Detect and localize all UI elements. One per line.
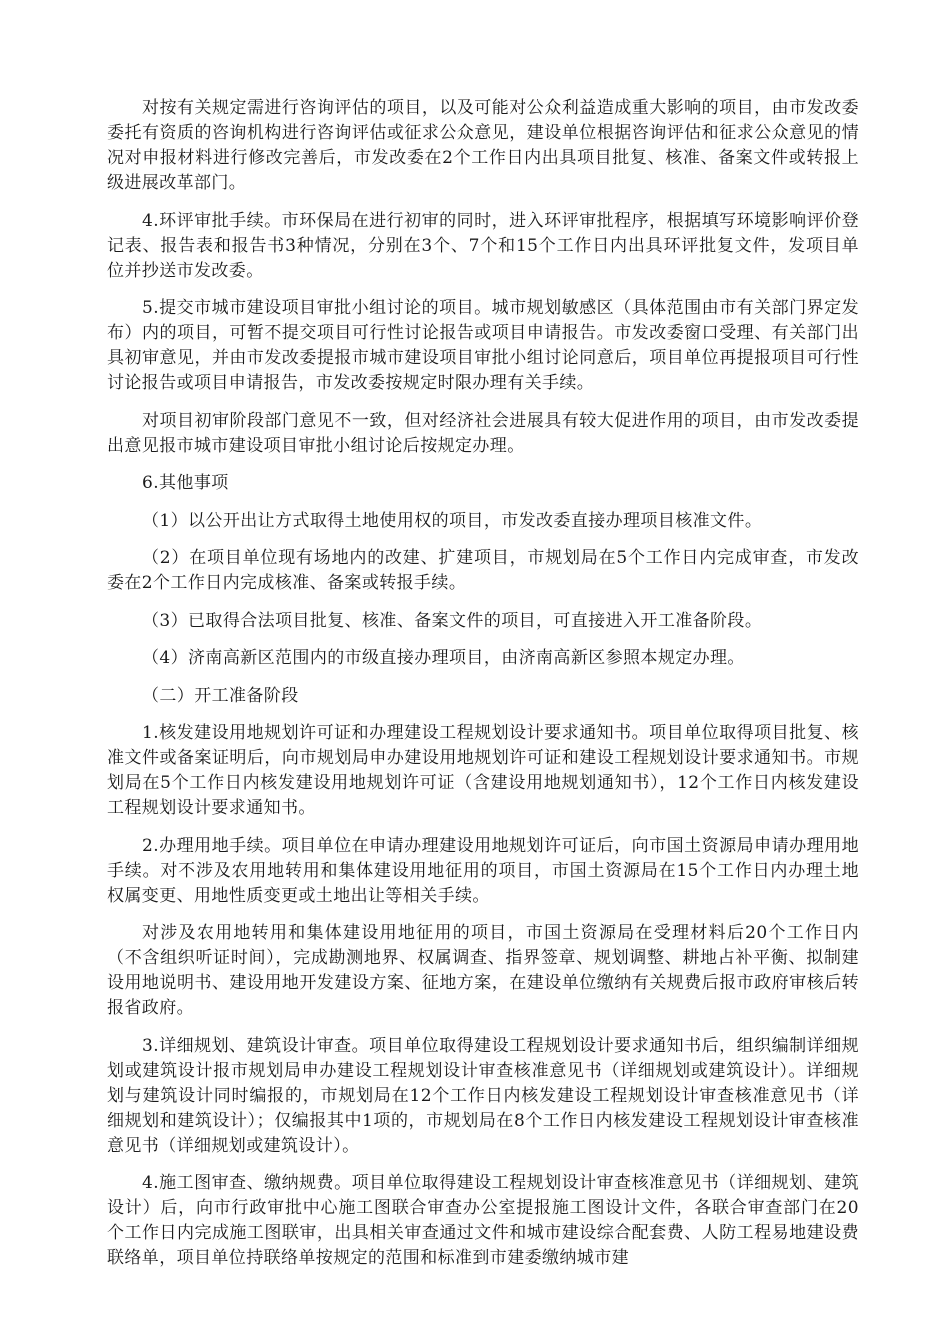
paragraph-disagreement-handling: 对项目初审阶段部门意见不一致，但对经济社会进展具有较大促进作用的项目，由市发改委提出意见报市城市建设项目审批小组讨论后按规定办理。 [107,410,859,456]
paragraph-environmental-approval: 4.环评审批手续。市环保局在进行初审的同时，进入环评审批程序，根据填写环境影响评价登记表、报告表和报告书3种情况，分别在3个、7个和15个工作日内出具环评批复文件，发项目单位并抄送市发改委。 [107,210,859,281]
paragraph-construction-drawing-review: 4.施工图审查、缴纳规费。项目单位取得建设工程规划设计审查核准意见书（详细规划、建筑设计）后，向市行政审批中心施工图联合审查办公室提报施工图设计文件，各联合审查部门在20个工作日内完成施工图联审，出具相关审查通过文件和城市建设综合配套费、人防工程易地建设费联络单，项目单位持联络单按规定的范围和标准到市建委缴纳城市建 [107,1173,859,1268]
paragraph-approval-group-projects: 5.提交市城市建设项目审批小组讨论的项目。城市规划敏感区（具体范围由市有关部门界定发布）内的项目，可暂不提交项目可行性讨论报告或项目申请报告。市发改委窗口受理、有关部门出具初审意见，并由市发改委提报市城市建设项目审批小组讨论同意后，项目单位再提报项目可行性讨论报告或项目申请报告，市发改委按规定时限办理有关手续。 [107,298,859,393]
list-item-1: （1）以公开出让方式取得土地使用权的项目，市发改委直接办理项目核准文件。 [142,510,763,531]
paragraph-consulting-evaluation: 对按有关规定需进行咨询评估的项目，以及可能对公众利益造成重大影响的项目，由市发改委委托有资质的咨询机构进行咨询评估或征求公众意见，建设单位根据咨询评估和征求公众意见的情况对申报材料进行修改完善后，市发改委在2个工作日内出具项目批复、核准、备案文件或转报上级进展改革部门。 [107,98,859,193]
paragraph-farmland-conversion: 对涉及农用地转用和集体建设用地征用的项目，市国土资源局在受理材料后20个工作日内（不含组织听证时间），完成勘测地界、权属调查、指界签章、规划调整、耕地占补平衡、拟制建设用地说明书、建设用地开发建设方案、征地方案，在建设单位缴纳有关规费后报市政府审核后转报省政府。 [107,923,859,1018]
paragraph-land-use-procedures: 2.办理用地手续。项目单位在申请办理建设用地规划许可证后，向市国土资源局申请办理用地手续。对不涉及农用地转用和集体建设用地征用的项目，市国土资源局在15个工作日内办理土地权属变更、用地性质变更或土地出让等相关手续。 [107,835,859,906]
section-heading-preparation-stage: （二）开工准备阶段 [142,685,299,706]
paragraph-detailed-planning-review: 3.详细规划、建筑设计审查。项目单位取得建设工程规划设计要求通知书后，组织编制详细规划或建筑设计报市规划局申办建设工程规划设计审查核准意见书（详细规划或建筑设计）。详细规划与建筑设计同时编报的，市规划局在12个工作日内核发建设工程规划设计审查核准意见书（详细规划和建筑设计）；仅编报其中1项的，市规划局在8个工作日内核发建设工程规划设计审查核准意见书（详细规划或建筑设计）。 [107,1035,859,1156]
list-item-2: （2）在项目单位现有场地内的改建、扩建项目，市规划局在5个工作日内完成审查，市发改委在2个工作日内完成核准、备案或转报手续。 [107,548,859,593]
paragraph-planning-permit: 1.核发建设用地规划许可证和办理建设工程规划设计要求通知书。项目单位取得项目批复、核准文件或备案证明后，向市规划局申办建设用地规划许可证和建设工程规划设计要求通知书。市规划局在5个工作日内核发建设用地规划许可证（含建设用地规划通知书），12个工作日内核发建设工程规划设计要求通知书。 [107,723,859,818]
section-heading-other-matters: 6.其他事项 [142,473,229,493]
list-item-3: （3）已取得合法项目批复、核准、备案文件的项目，可直接进入开工准备阶段。 [142,610,763,631]
list-item-4: （4）济南高新区范围内的市级直接办理项目，由济南高新区参照本规定办理。 [142,648,745,668]
document-page [107,96,859,1284]
